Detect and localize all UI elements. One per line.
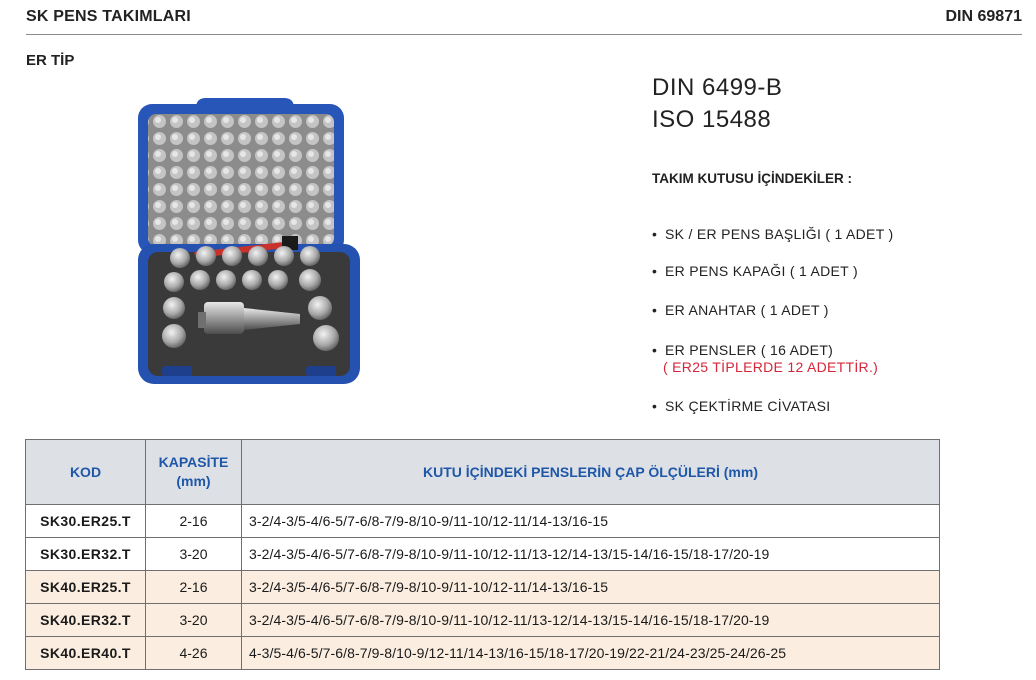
bullet-icon: • bbox=[652, 342, 658, 358]
page-title: SK PENS TAKIMLARI bbox=[26, 8, 191, 25]
item-text: ER PENS KAPAĞI ( 1 ADET ) bbox=[665, 263, 858, 279]
bullet-icon: • bbox=[652, 302, 658, 318]
bullet-icon: • bbox=[652, 226, 658, 242]
cell-kod: SK30.ER32.T bbox=[26, 538, 146, 571]
item-text: ER PENSLER ( 16 ADET) bbox=[665, 342, 834, 358]
cell-dims: 3-2/4-3/5-4/6-5/7-6/8-7/9-8/10-9/11-10/12-11/13-12/14-13/15-14/16-15/18-17/20-19 bbox=[242, 604, 940, 637]
standard-iso: ISO 15488 bbox=[652, 106, 772, 133]
item-text: SK / ER PENS BAŞLIĞI ( 1 ADET ) bbox=[665, 226, 894, 242]
kapasite-unit: (mm) bbox=[176, 473, 211, 489]
cell-dims: 3-2/4-3/5-4/6-5/7-6/8-7/9-8/10-9/11-10/12-11/14-13/16-15 bbox=[242, 571, 940, 604]
cell-kod: SK40.ER40.T bbox=[26, 637, 146, 670]
standard-code: DIN 69871 bbox=[945, 8, 1022, 25]
table-row bbox=[26, 637, 940, 670]
col-header-kapasite bbox=[146, 440, 242, 505]
contents-heading: TAKIM KUTUSU İÇİNDEKİLER : bbox=[652, 171, 852, 186]
col-header-dims: KUTU İÇİNDEKİ PENSLERİN ÇAP ÖLÇÜLERİ (mm) bbox=[242, 440, 940, 505]
table-row bbox=[26, 571, 940, 604]
cell-kod: SK30.ER25.T bbox=[26, 505, 146, 538]
item-text: ER ANAHTAR ( 1 ADET ) bbox=[665, 302, 829, 318]
cell-dims: 3-2/4-3/5-4/6-5/7-6/8-7/9-8/10-9/11-10/12-11/14-13/16-15 bbox=[242, 505, 940, 538]
kapasite-label: KAPASİTE bbox=[158, 454, 229, 470]
item-text: SK ÇEKTİRME CİVATASI bbox=[665, 398, 831, 414]
cell-kod: SK40.ER32.T bbox=[26, 604, 146, 637]
cell-kod: SK40.ER25.T bbox=[26, 571, 146, 604]
cell-kapasite: 3-20 bbox=[146, 538, 242, 571]
collet-case-photo bbox=[134, 96, 366, 390]
cell-dims: 3-2/4-3/5-4/6-5/7-6/8-7/9-8/10-9/11-10/12-11/13-12/14-13/15-14/16-15/18-17/20-19 bbox=[242, 538, 940, 571]
list-item bbox=[652, 398, 830, 414]
cell-kapasite: 2-16 bbox=[146, 505, 242, 538]
item-note: ( ER25 TİPLERDE 12 ADETTİR.) bbox=[663, 359, 879, 375]
header-divider bbox=[26, 34, 1022, 35]
spec-table bbox=[25, 439, 940, 670]
bullet-icon: • bbox=[652, 263, 658, 279]
col-header-kod: KOD bbox=[26, 440, 146, 505]
cell-kapasite: 3-20 bbox=[146, 604, 242, 637]
table-header-row bbox=[26, 440, 940, 505]
list-item bbox=[652, 342, 878, 375]
table-row bbox=[26, 505, 940, 538]
cell-kapasite: 4-26 bbox=[146, 637, 242, 670]
table-row bbox=[26, 604, 940, 637]
section-subtitle: ER TİP bbox=[26, 52, 75, 69]
list-item bbox=[652, 302, 829, 318]
list-item bbox=[652, 226, 893, 242]
cell-dims: 4-3/5-4/6-5/7-6/8-7/9-8/10-9/12-11/14-13/16-15/18-17/20-19/22-21/24-23/25-24/26-25 bbox=[242, 637, 940, 670]
bullet-icon: • bbox=[652, 398, 658, 414]
standard-din: DIN 6499-B bbox=[652, 74, 783, 101]
cell-kapasite: 2-16 bbox=[146, 571, 242, 604]
table-row bbox=[26, 538, 940, 571]
list-item bbox=[652, 263, 858, 279]
